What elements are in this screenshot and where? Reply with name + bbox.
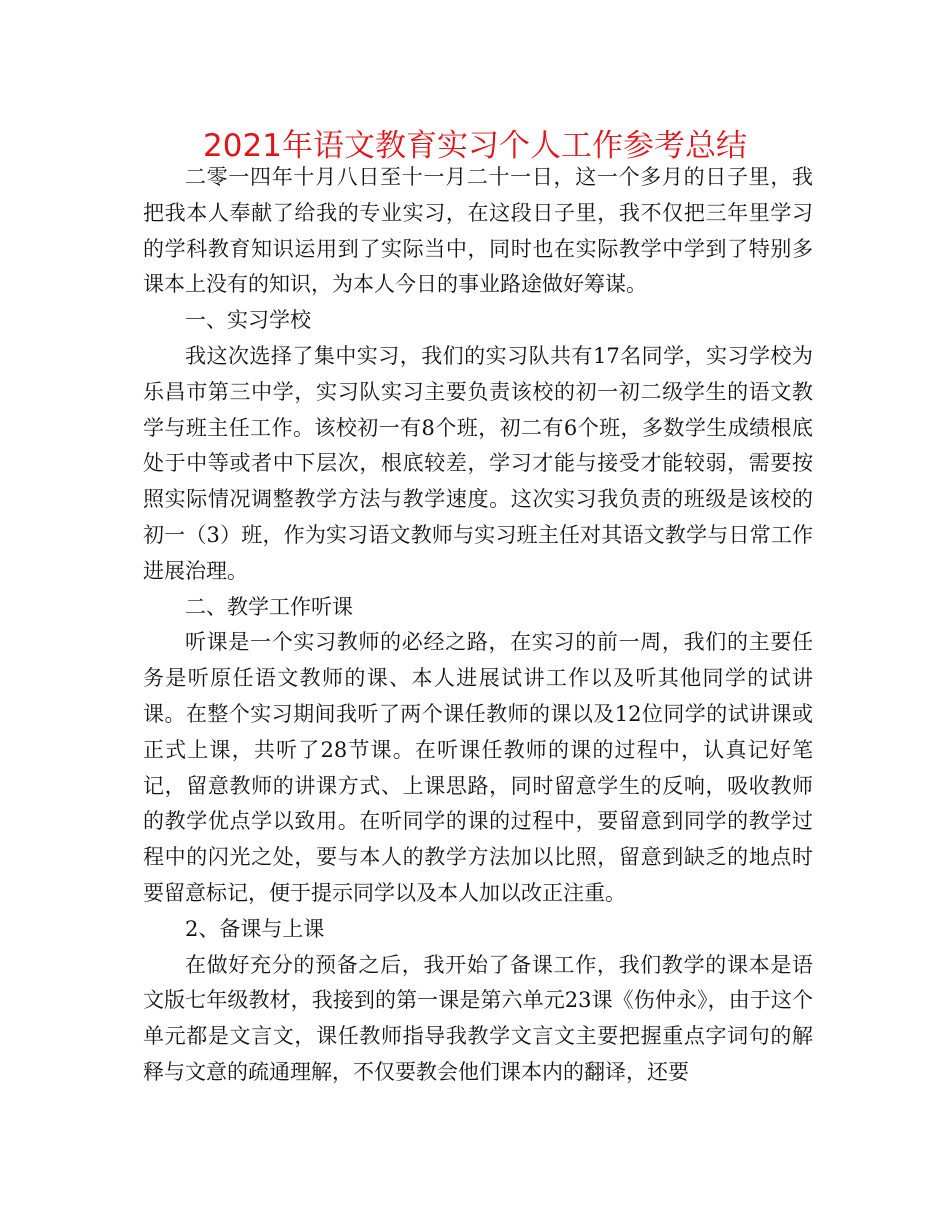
paragraph-intro: 二零一四年十月八日至十一月二十一日，这一个多月的日子里，我把我本人奉献了给我的专业实习，在这段日子里，我不仅把三年里学习的学科教育知识运用到了实际当中，同时也在实际教学中学到了特别多课本上没有的知识，为本人今日的事业路途做好筹谋。	[143, 165, 813, 297]
section-heading-internship-school: 一、实习学校	[185, 308, 311, 333]
paragraph-internship-school: 我这次选择了集中实习，我们的实习队共有17名同学，实习学校为乐昌市第三中学，实习队实习主要负责该校的初一初二级学生的语文教学与班主任工作。该校初一有8个班，初二有6个班，多数学生成绩根底处于中等或者中下层次，根底较差，学习才能与接受才能较弱，需要按照实际情况调整教学方法与教学速度。这次实习我负责的班级是该校的初一（3）班，作为实习语文教师与实习班主任对其语文教学与日常工作进展治理。	[143, 343, 813, 583]
document-body	[143, 160, 813, 1091]
paragraph-lesson-prep: 在做好充分的预备之后，我开始了备课工作，我们教学的课本是语文版七年级教材，我接到的第一课是第六单元23课《伤仲永》，由于这个单元都是文言文，课任教师指导我教学文言文主要把握重点字词句的解释与文意的疏通理解，不仅要教会他们课本内的翻译，还要	[143, 952, 813, 1084]
paragraph-observation: 听课是一个实习教师的必经之路，在实习的前一周，我们的主要任务是听原任语文教师的课、本人进展试讲工作以及听其他同学的试讲课。在整个实习期间我听了两个课任教师的课以及12位同学的试讲课或正式上课，共听了28节课。在听课任教师的课的过程中，认真记好笔记，留意教师的讲课方式、上课思路，同时留意学生的反响，吸收教师的教学优点学以致用。在听同学的课的过程中，要留意到同学的教学过程中的闪光之处，要与本人的教学方法加以比照，留意到缺乏的地点时要留意标记，便于提示同学以及本人加以改正注重。	[143, 630, 813, 905]
section-heading-teaching-observation: 二、教学工作听课	[185, 594, 353, 619]
section-heading-lesson-prep: 2、备课与上课	[185, 916, 325, 941]
document-title: 2021年语文教育实习个人工作参考总结	[203, 128, 747, 164]
